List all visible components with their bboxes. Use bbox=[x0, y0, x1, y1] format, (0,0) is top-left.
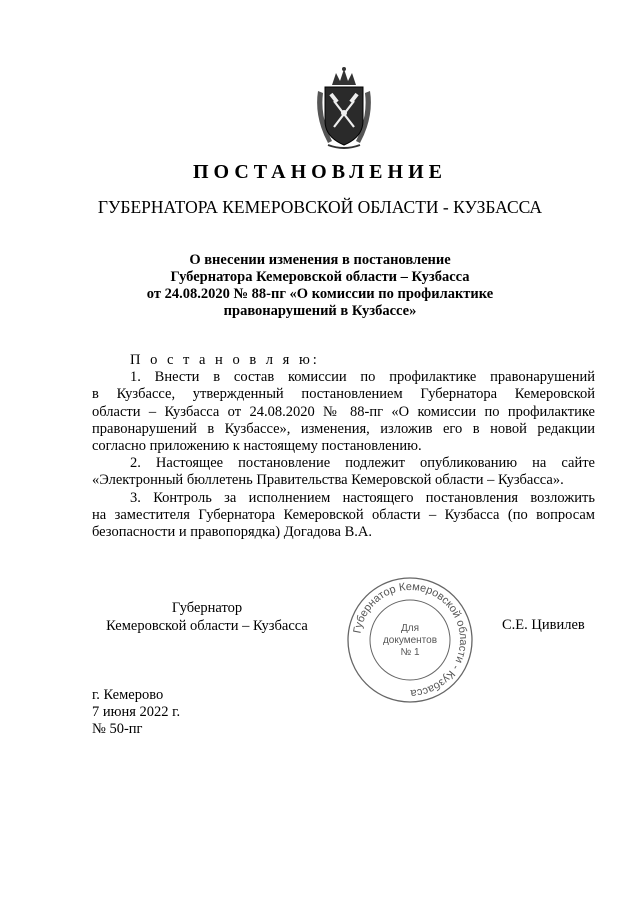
signature-position-line: Кемеровской области – Кузбасса bbox=[106, 618, 308, 634]
heading-line: правонарушений в Кузбассе» bbox=[223, 303, 417, 319]
signature-position bbox=[92, 599, 322, 635]
body-line: 1. Внести в состав комиссии по профилактике правонарушений bbox=[130, 369, 595, 386]
body-line: согласно приложению к настоящему постановлению. bbox=[92, 438, 422, 455]
footer-date: 7 июня 2022 г. bbox=[92, 704, 181, 720]
footer-number: № 50-пг bbox=[92, 721, 143, 737]
document-title: ПОСТАНОВЛЕНИЕ bbox=[193, 161, 447, 183]
coat-of-arms-emblem bbox=[312, 65, 376, 151]
body-line: безопасности и правопорядка) Догадова В.А. bbox=[92, 524, 372, 541]
heading-line: Губернатора Кемеровской области – Кузбасса bbox=[170, 269, 470, 285]
body-line: на заместителя Губернатора Кемеровской области – Кузбасса (по вопросам bbox=[92, 506, 595, 523]
document-heading bbox=[120, 252, 520, 320]
stamp-center-line: Для bbox=[400, 623, 420, 634]
stamp-center-line: № 1 bbox=[400, 647, 420, 658]
body-line: области – Кузбасса от 24.08.2020 № 88-пг «О комиссии по профилактике bbox=[92, 403, 595, 420]
signatory-name: С.Е. Цивилев bbox=[502, 617, 585, 633]
body-line: 2. Настоящее постановление подлежит опубликованию на сайте bbox=[130, 455, 595, 472]
heading-line: от 24.08.2020 № 88-пг «О комиссии по профилактике bbox=[146, 286, 494, 302]
official-stamp bbox=[345, 575, 475, 705]
body-line: правонарушений в Кузбассе», изменения, изложив его в новой редакции bbox=[92, 420, 595, 437]
footer-city: г. Кемерово bbox=[92, 687, 164, 703]
document-subtitle: ГУБЕРНАТОРА КЕМЕРОВСКОЙ ОБЛАСТИ - КУЗБАССА bbox=[97, 197, 543, 217]
document-footer bbox=[92, 687, 180, 738]
body-line: в Кузбассе, утвержденный постановлением Губернатора Кемеровской bbox=[92, 386, 595, 403]
document-body bbox=[92, 352, 595, 541]
body-line: 3. Контроль за исполнением настоящего постановления возложить bbox=[130, 489, 595, 506]
body-line-decree: П о с т а н о в л я ю: bbox=[130, 352, 320, 368]
stamp-ring-text: Губернатор Кемеровской области - Кузбасса bbox=[351, 580, 470, 700]
stamp-center-line: документов bbox=[382, 635, 438, 646]
heading-line: О внесении изменения в постановление bbox=[189, 252, 451, 268]
body-line: «Электронный бюллетень Правительства Кемеровской области – Кузбасса». bbox=[92, 472, 564, 489]
signature-position-line: Губернатор bbox=[171, 600, 243, 616]
